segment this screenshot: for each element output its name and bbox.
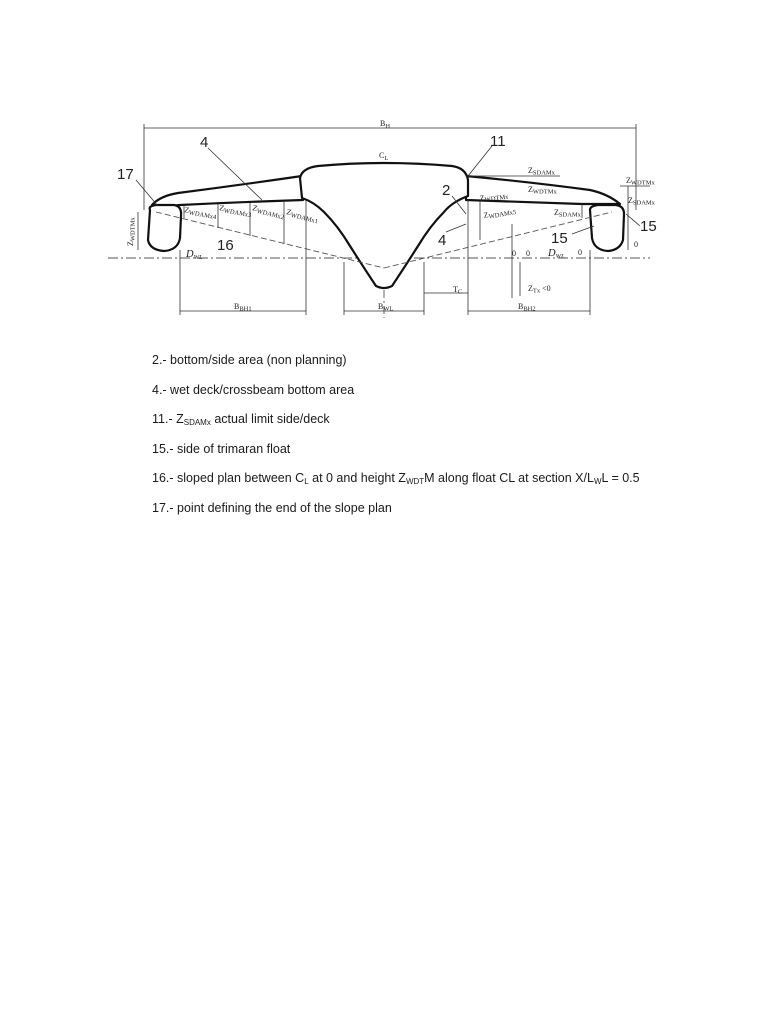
- dwl-right-label: DWL: [548, 248, 565, 260]
- bbh1-label: BBH1: [234, 302, 252, 313]
- z-sdam-top-label: ZSDAMx: [528, 166, 555, 177]
- tc-label: TC: [453, 285, 463, 296]
- z-wdam3-label: ZWDAMx3: [218, 203, 252, 220]
- legend-item-17: 17.- point defining the end of the slope plan: [152, 500, 392, 515]
- bbh2-label: BBH2: [518, 302, 536, 313]
- left-crossbeam: [152, 176, 303, 206]
- right-float: [590, 205, 624, 251]
- z-wdtm-r-label: ZWDTMx: [528, 185, 557, 196]
- overall-beam-label: $B_H$: [380, 119, 391, 130]
- label-2: 2: [442, 182, 451, 199]
- z-sdam-far-label: ZSDAMx: [628, 196, 655, 207]
- z-wdam5-label: ZWDAMx5: [482, 208, 517, 221]
- zero-far: 0: [634, 240, 638, 249]
- z-sdam-r-label: ZSDAMx: [554, 208, 581, 219]
- legend-item-2: 2.- bottom/side area (non planning): [152, 353, 347, 367]
- label-11: 11: [490, 133, 506, 150]
- label-17: 17: [117, 166, 134, 183]
- zero-float: 0: [578, 248, 582, 257]
- left-float: [148, 205, 181, 251]
- label-15-side: 15: [640, 218, 657, 235]
- z-wdtm-mid-label: ZWDTMx: [479, 193, 509, 204]
- dwl-left-label: DWL: [186, 249, 203, 261]
- zero-mid: 0: [512, 249, 516, 258]
- z-wdam2-label: ZWDAMx2: [251, 203, 285, 222]
- label-4-left: 4: [200, 134, 209, 151]
- centerline-label: $C_L$: [379, 151, 389, 162]
- label-4-right: 4: [438, 232, 447, 249]
- z-wdam1-label: ZWDAMx1: [285, 207, 319, 226]
- label-16: 16: [217, 237, 234, 254]
- legend-list: [152, 350, 752, 528]
- legend-item-11: 11.- $Z_{SDAMx}$ actual limit side/deck: [152, 412, 330, 428]
- bwl-label: BWL: [378, 302, 394, 313]
- zero-right: 0: [526, 249, 530, 258]
- z-wdtm-left-label: ZWDTMx: [126, 217, 137, 246]
- legend-item-15: 15.- side of trimaran float: [152, 441, 291, 456]
- ztx-label: ZTx <0: [528, 284, 551, 295]
- legend-item-16: 16.- sloped plan between $C_L$ at 0 and height $Z_{WDT}M$ along float CL at section $X/L_WL = 0.5$: [152, 471, 640, 487]
- trimaran-section-diagram: [0, 0, 768, 340]
- z-wdtm-far-label: ZWDTMx: [626, 176, 655, 187]
- legend-item-4: 4.- wet deck/crossbeam bottom area: [152, 382, 355, 397]
- label-15-float: 15: [551, 230, 568, 247]
- z-wdam4-label: ZWDAMx4: [183, 205, 217, 222]
